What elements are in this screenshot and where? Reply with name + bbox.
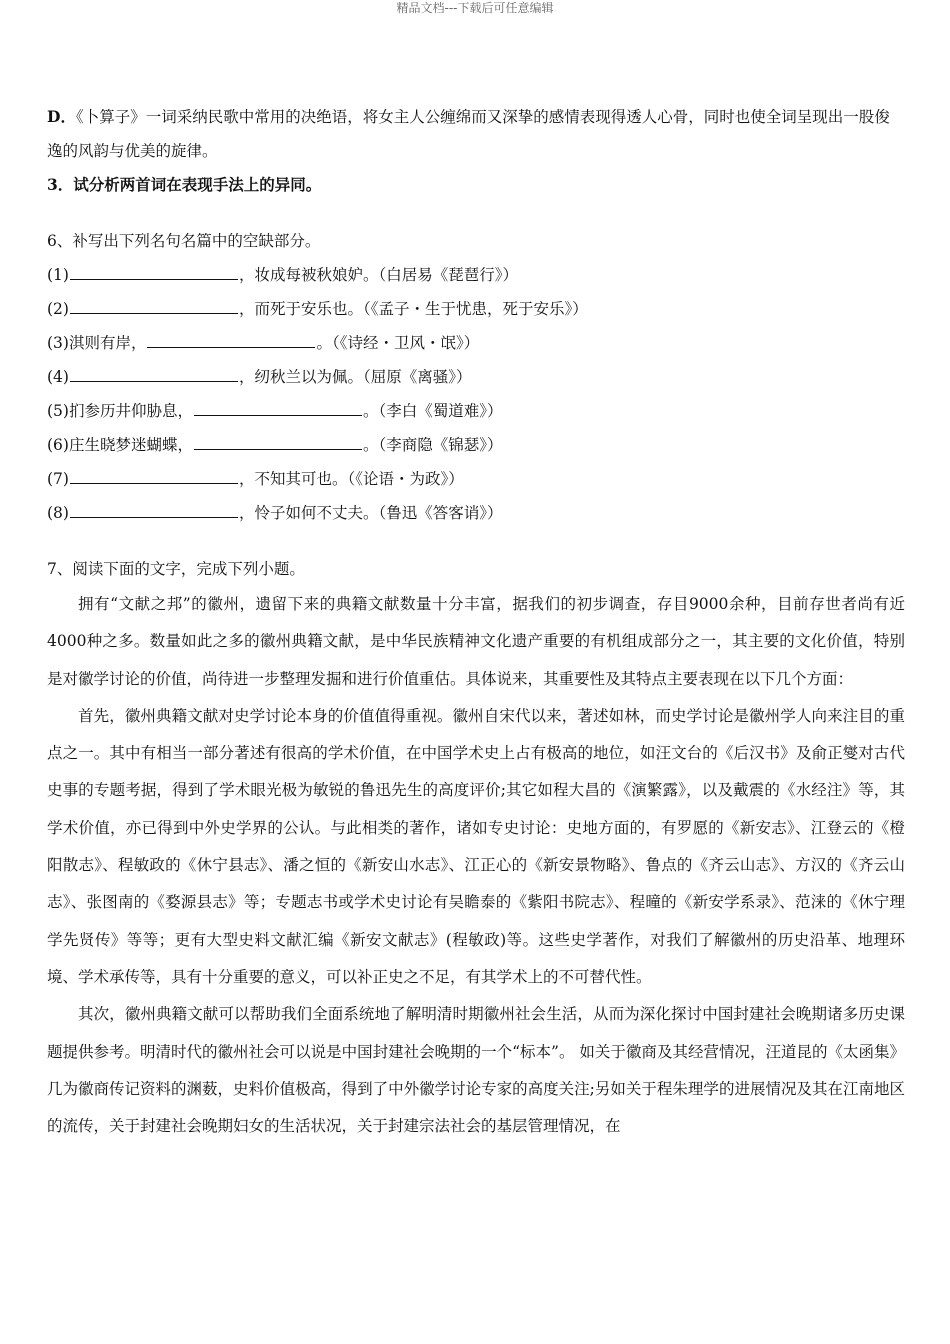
fill-blank-item xyxy=(47,428,905,462)
fill-blank-item xyxy=(47,360,905,394)
answer-blank[interactable] xyxy=(70,262,238,280)
fill-blank-item xyxy=(47,394,905,428)
fill-blank-prefix: (8) xyxy=(47,504,69,522)
fill-blank-item xyxy=(47,292,905,326)
fill-blank-suffix: 。（《诗经・卫风・氓》） xyxy=(316,334,480,352)
page-header: 精品文档---下载后可任意编辑 xyxy=(396,1,554,15)
document-body xyxy=(47,100,905,1145)
answer-blank[interactable] xyxy=(147,330,315,348)
answer-blank[interactable] xyxy=(70,500,238,518)
answer-blank[interactable] xyxy=(70,466,238,484)
answer-blank[interactable] xyxy=(194,398,362,416)
option-d xyxy=(47,100,905,168)
fill-blank-prefix: (6)庄生晓梦迷蝴蝶， xyxy=(47,436,193,454)
passage-paragraph-3: 其次，徽州典籍文献可以帮助我们全面系统地了解明清时期徽州社会生活，从而为深化探讨中国封建社会晚期诸多历史课题提供参考。明清时代的徽州社会可以说是中国封建社会晚期的一个“标本”。 如关于徽商及其经营情况，汪道昆的《太函集》几为徽商传记资料的渊薮，史料价值极高，得到了中外徽学讨论专家的高度关注;另如关于程朱理学的进展情况及其在江南地区的流传，关于封建社会晚期妇女的生活状况，关于封建宗法社会的基层管理情况，在 xyxy=(47,1005,905,1136)
answer-blank[interactable] xyxy=(70,364,238,382)
fill-blank-item xyxy=(47,258,905,292)
passage-paragraph-1: 拥有“文献之邦”的徽州，遗留下来的典籍文献数量十分丰富，据我们的初步调查，存目9000余种，目前存世者尚有近4000种之多。数量如此之多的徽州典籍文献，是中华民族精神文化遗产重要的有机组成部分之一，其主要的文化价值，特别是对徽学讨论的价值，尚待进一步整理发掘和进行价值重估。具体说来，其重要性及其特点主要表现在以下几个方面： xyxy=(47,595,905,688)
fill-blank-list xyxy=(47,258,905,530)
fill-blank-prefix: (5)扪参历井仰胁息， xyxy=(47,402,193,420)
fill-blank-prefix: (1) xyxy=(47,266,69,284)
answer-blank[interactable] xyxy=(194,432,362,450)
fill-blank-suffix: 。（李白《蜀道难》） xyxy=(362,402,503,420)
question-6-title: 6、补写出下列名句名篇中的空缺部分。 xyxy=(47,232,321,250)
answer-blank[interactable] xyxy=(70,296,238,314)
question-3: 3．试分析两首词在表现手法上的异同。 xyxy=(47,175,322,194)
option-d-label: D． xyxy=(47,107,76,126)
passage-paragraph-2: 首先，徽州典籍文献对史学讨论本身的价值值得重视。徽州自宋代以来，著述如林，而史学讨论是徽州学人向来注目的重点之一。其中有相当一部分著述有很高的学术价值，在中国学术史上占有极高的地位，如汪文台的《后汉书》及俞正燮对古代史事的专题考据，得到了学术眼光极为敏锐的鲁迅先生的高度评价;其它如程大昌的《演繁露》，以及戴震的《水经注》等，其学术价值，亦已得到中外史学界的公认。与此相类的著作，诸如专史讨论：史地方面的，有罗愿的《新安志》、江登云的《橙阳散志》、程敏政的《休宁县志》、潘之恒的《新安山水志》、江正心的《新安景物略》、鲁点的《齐云山志》、方汉的《齐云山志》、张图南的《婺源县志》等；专题志书或学术史讨论有吴瞻泰的《紫阳书院志》、程曈的《新安学系录》、范涞的《休宁理学先贤传》等等；更有大型史料文献汇编《新安文献志》(程敏政)等。这些史学著作，对我们了解徽州的历史沿革、地理环境、学术承传等，具有十分重要的意义，可以补正史之不足，有其学术上的不可替代性。 xyxy=(47,706,905,986)
fill-blank-prefix: (4) xyxy=(47,368,69,386)
fill-blank-prefix: (2) xyxy=(47,300,69,318)
fill-blank-item xyxy=(47,496,905,530)
fill-blank-suffix: ，纫秋兰以为佩。（屈原《离骚》） xyxy=(238,368,472,386)
option-d-text: 《卜算子》一词采纳民歌中常用的决绝语，将女主人公缠绵而又深挚的感情表现得透人心骨，同时也使全词呈现出一股俊逸的风韵与优美的旋律。 xyxy=(47,108,890,160)
fill-blank-suffix: ，不知其可也。（《论语・为政》） xyxy=(238,470,464,488)
fill-blank-prefix: (3)淇则有岸， xyxy=(47,334,147,352)
question-7-title: 7、阅读下面的文字，完成下列小题。 xyxy=(47,560,305,578)
fill-blank-suffix: ，而死于安乐也。（《孟子・生于忧患，死于安乐》） xyxy=(238,300,588,318)
fill-blank-suffix: 。（李商隐《锦瑟》） xyxy=(362,436,503,454)
fill-blank-item xyxy=(47,462,905,496)
fill-blank-prefix: (7) xyxy=(47,470,69,488)
fill-blank-suffix: ，怜子如何不丈夫。（鲁迅《答客诮》） xyxy=(238,504,503,522)
fill-blank-item xyxy=(47,326,905,360)
fill-blank-suffix: ，妆成每被秋娘妒。（白居易《琵琶行》） xyxy=(238,266,518,284)
